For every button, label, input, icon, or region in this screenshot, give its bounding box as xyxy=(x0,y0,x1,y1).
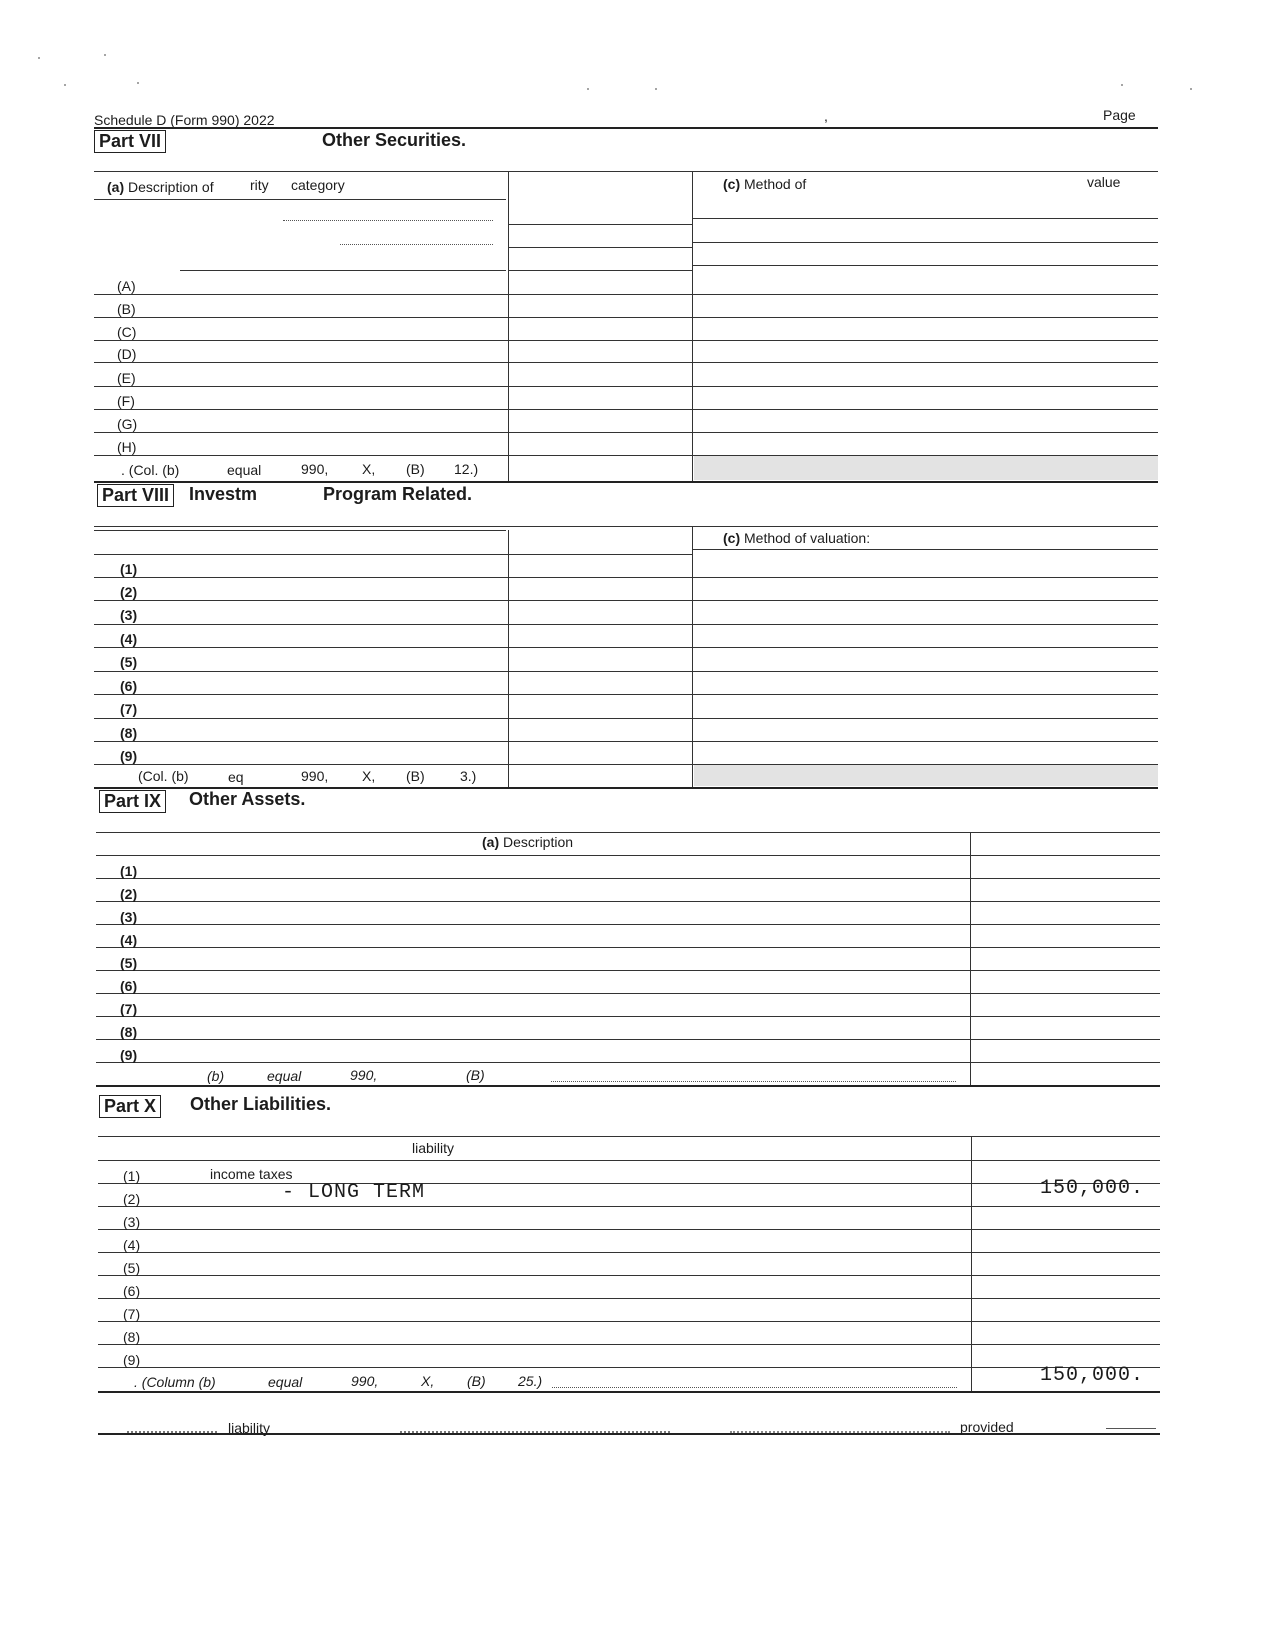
part-vii-title: Other Securities. xyxy=(322,130,467,150)
table-row-rule xyxy=(98,1275,1160,1276)
part-viii-rule xyxy=(94,554,692,555)
part-x-col-header: liability xyxy=(412,1140,455,1156)
row-label: (6) xyxy=(123,1283,141,1299)
column-divider xyxy=(508,530,509,787)
part-ix-tag: Part IX xyxy=(99,790,166,813)
total-text: X, xyxy=(362,768,376,784)
part-x-title: Other Liabilities. xyxy=(190,1094,332,1114)
row-label: (2) xyxy=(123,1191,141,1207)
dotted-leader xyxy=(340,244,493,245)
row-label: (7) xyxy=(123,1306,141,1322)
row-label: (9) xyxy=(123,1352,141,1368)
row-label: (2) xyxy=(120,584,138,600)
total-text: (b) xyxy=(207,1068,225,1084)
table-row-rule xyxy=(94,294,1158,295)
row2-amount: 150,000. xyxy=(1040,1177,1145,1200)
row-label: (E) xyxy=(117,370,136,386)
table-row-rule xyxy=(98,1298,1160,1299)
table-row-rule xyxy=(98,1252,1160,1253)
table-row-rule xyxy=(98,1321,1160,1322)
scan-speck xyxy=(587,88,589,90)
table-row-rule xyxy=(94,671,1158,672)
row-label: (1) xyxy=(120,561,138,577)
part-vii-rule xyxy=(692,265,1158,266)
table-row-rule xyxy=(96,1039,1160,1040)
part-vii-rule xyxy=(94,199,506,200)
total-text: (B) xyxy=(406,768,425,784)
total-text: equal xyxy=(267,1068,302,1084)
table-row-rule xyxy=(94,340,1158,341)
header-rule xyxy=(94,127,1158,129)
part-ix-bottom-rule xyxy=(96,1085,1160,1087)
total-text: . (Column (b) xyxy=(134,1374,216,1390)
table-row-rule xyxy=(94,317,1158,318)
form-title: Schedule D (Form 990) 2022 xyxy=(94,112,275,128)
part-vii-rule xyxy=(508,224,692,225)
row1-description: income taxes xyxy=(210,1166,293,1182)
row-label: (4) xyxy=(123,1237,141,1253)
table-row-rule xyxy=(96,924,1160,925)
part-vii-bottom-rule xyxy=(94,481,1158,483)
row-label: (8) xyxy=(123,1329,141,1345)
column-divider xyxy=(692,526,693,787)
table-row-rule xyxy=(94,647,1158,648)
table-row-rule xyxy=(98,1160,1160,1161)
scan-speck xyxy=(1121,84,1123,86)
scan-speck xyxy=(137,82,139,84)
table-row-rule xyxy=(94,694,1158,695)
row-label: (C) xyxy=(117,324,137,340)
table-row-rule xyxy=(98,1344,1160,1345)
scan-speck xyxy=(38,57,40,59)
part-vii-rule xyxy=(180,270,506,271)
part-x-col-top-rule xyxy=(98,1136,1160,1137)
shaded-cell xyxy=(694,456,1158,480)
part-ix-col-top-rule xyxy=(96,832,1160,833)
part-vii-tag: Part VII xyxy=(94,130,166,153)
row-label: (9) xyxy=(120,1047,138,1063)
tick-mark: , xyxy=(824,108,828,124)
column-divider xyxy=(508,171,509,481)
row-label: (A) xyxy=(117,278,136,294)
row-label: (8) xyxy=(120,1024,138,1040)
row2-description: - LONG TERM xyxy=(282,1181,426,1204)
total-amount: 150,000. xyxy=(1040,1364,1145,1387)
scan-speck xyxy=(655,88,657,90)
part-viii-title-a: Investm xyxy=(189,484,258,504)
scan-speck xyxy=(1190,88,1192,90)
table-row-rule xyxy=(94,409,1158,410)
part-x-bottom-rule xyxy=(98,1391,1160,1393)
table-row-rule xyxy=(96,1062,1160,1063)
part-viii-col-c-header: (c) Method of valuation: xyxy=(723,530,871,546)
column-divider xyxy=(970,832,971,1085)
total-text: equal xyxy=(227,462,262,478)
total-text: 990, xyxy=(350,1067,378,1083)
row-label: (5) xyxy=(120,955,138,971)
row-label: (1) xyxy=(120,863,138,879)
table-row-rule xyxy=(94,577,1158,578)
table-row-rule xyxy=(96,947,1160,948)
part-vii-rule xyxy=(692,218,1158,219)
total-text: 12.) xyxy=(454,461,479,477)
total-text: . (Col. (b) xyxy=(121,462,180,478)
row-label: (G) xyxy=(117,416,138,432)
row-label: (7) xyxy=(120,1001,138,1017)
page-label: Page xyxy=(1103,107,1136,123)
footer-text: liability xyxy=(228,1420,271,1436)
part-ix-title: Other Assets. xyxy=(189,789,306,809)
table-row-rule xyxy=(96,993,1160,994)
part-vii-rule xyxy=(692,242,1158,243)
row-label: (3) xyxy=(120,607,138,623)
row-label: (3) xyxy=(120,909,138,925)
table-row-rule xyxy=(94,600,1158,601)
total-text: (B) xyxy=(406,461,425,477)
total-text: X, xyxy=(421,1373,435,1389)
total-text: (Col. (b) xyxy=(138,768,189,784)
table-row-rule xyxy=(94,718,1158,719)
table-row-rule xyxy=(96,878,1160,879)
table-row-rule xyxy=(94,741,1158,742)
part-viii-rule xyxy=(692,549,1158,550)
row-label: (2) xyxy=(120,886,138,902)
row-label: (7) xyxy=(120,701,138,717)
dotted-leader xyxy=(551,1081,956,1082)
table-row-rule xyxy=(96,970,1160,971)
faded-text-fragment xyxy=(400,1431,670,1433)
total-text: 990, xyxy=(301,768,329,784)
part-viii-title-b: Program Related. xyxy=(323,484,473,504)
table-row-rule xyxy=(98,1367,1160,1368)
shaded-cell xyxy=(694,765,1158,786)
row-label: (1) xyxy=(123,1168,141,1184)
part-viii-rule xyxy=(94,530,506,531)
footer-text: provided xyxy=(960,1419,1014,1435)
part-x-tag: Part X xyxy=(99,1095,161,1118)
part-vii-col-a-fragment: rity xyxy=(250,177,269,193)
table-row-rule xyxy=(98,1183,1160,1184)
part-vii-col-c-value: value xyxy=(1087,174,1121,190)
column-divider xyxy=(971,1136,972,1391)
table-row-rule xyxy=(96,855,1160,856)
table-row-rule xyxy=(94,624,1158,625)
row-label: (8) xyxy=(120,725,138,741)
part-ix-col-a-header: (a) Description xyxy=(482,834,574,850)
part-vii-col-a-header: (a) Description of xyxy=(107,179,214,195)
row-label: (D) xyxy=(117,346,137,362)
row-label: (9) xyxy=(120,748,138,764)
row-label: (5) xyxy=(123,1260,141,1276)
part-vii-col-top-rule xyxy=(94,171,1158,172)
total-text: equal xyxy=(268,1374,303,1390)
row-label: (H) xyxy=(117,439,137,455)
total-text: eq xyxy=(228,769,244,785)
total-text: 3.) xyxy=(460,768,477,784)
table-row-rule xyxy=(98,1206,1160,1207)
scan-speck xyxy=(104,54,106,56)
part-vii-rule xyxy=(508,270,692,271)
part-viii-col-top-rule xyxy=(94,526,1158,527)
table-row-rule xyxy=(94,386,1158,387)
row-label: (4) xyxy=(120,932,138,948)
row-label: (5) xyxy=(120,654,138,670)
table-row-rule xyxy=(98,1229,1160,1230)
faded-text-fragment xyxy=(730,1431,950,1433)
table-row-rule xyxy=(96,1016,1160,1017)
row-label: (3) xyxy=(123,1214,141,1230)
faded-text-fragment xyxy=(127,1431,217,1433)
table-row-rule xyxy=(94,362,1158,363)
total-text: 990, xyxy=(301,461,329,477)
part-vii-rule xyxy=(508,247,692,248)
total-text: 25.) xyxy=(518,1373,543,1389)
row-label: (B) xyxy=(117,301,136,317)
part-viii-tag: Part VIII xyxy=(97,484,174,507)
total-text: 990, xyxy=(351,1373,379,1389)
row-label: (F) xyxy=(117,393,135,409)
dotted-leader xyxy=(283,220,493,221)
part-vii-col-c-header: (c) Method of xyxy=(723,176,807,192)
row-label: (6) xyxy=(120,978,138,994)
part-vii-col-a-category: category xyxy=(291,177,345,193)
table-row-rule xyxy=(94,432,1158,433)
total-text: X, xyxy=(362,461,376,477)
total-text: (B) xyxy=(467,1373,486,1389)
total-text: (B) xyxy=(466,1067,485,1083)
scan-speck xyxy=(64,84,66,86)
row-label: (4) xyxy=(120,631,138,647)
row-label: (6) xyxy=(120,678,138,694)
table-row-rule xyxy=(96,901,1160,902)
dotted-leader xyxy=(552,1387,957,1388)
faded-text-fragment xyxy=(1106,1428,1156,1429)
column-divider xyxy=(692,171,693,481)
